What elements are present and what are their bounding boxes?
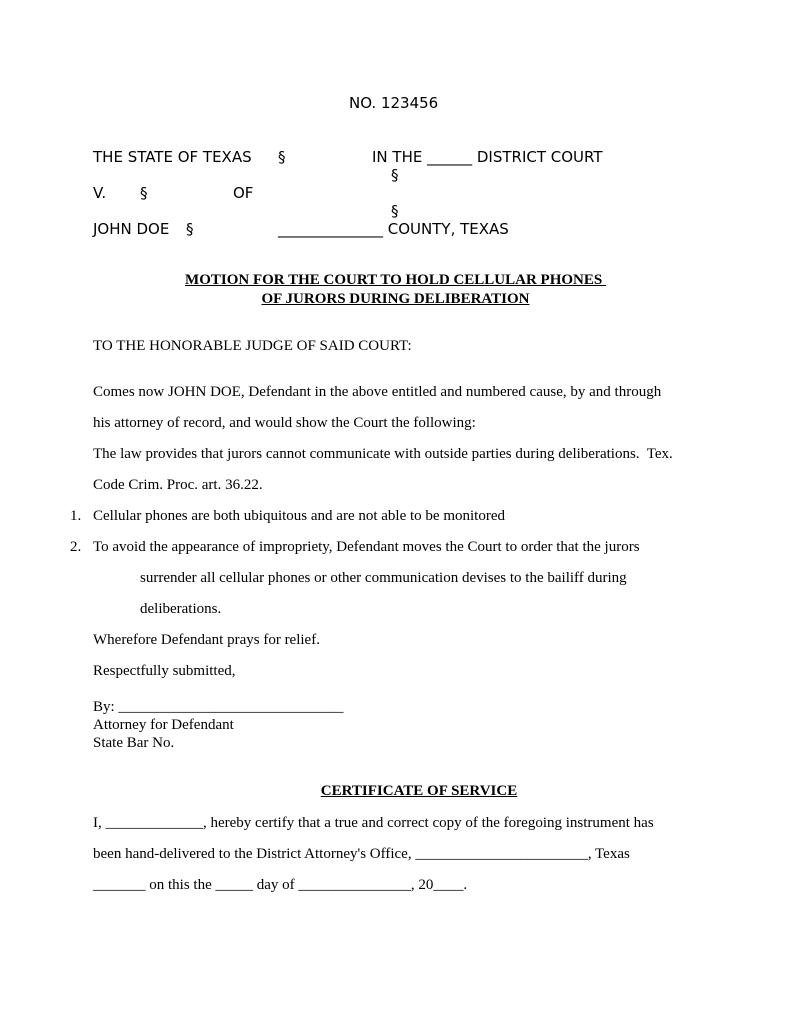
signature-role: Attorney for Defendant [93, 717, 234, 733]
salutation: TO THE HONORABLE JUDGE OF SAID COURT: [93, 338, 412, 354]
motion-title: OF JURORS DURING DELIBERATION [261, 291, 530, 307]
list-item: deliberations. [140, 601, 222, 617]
certificate-title: CERTIFICATE OF SERVICE [320, 783, 518, 799]
list-item-number: 2. [70, 539, 82, 555]
law-paragraph: The law provides that jurors cannot communicate with outside parties during deliberations. Tex. [93, 446, 673, 462]
caption-section-mark: § [278, 148, 286, 166]
certificate-text: _______ on this the _____ day of _______________, 20____. [93, 877, 468, 893]
closing: Respectfully submitted, [93, 663, 236, 679]
intro-paragraph: his attorney of record, and would show the Court the following: [93, 415, 476, 431]
intro-paragraph: Comes now JOHN DOE, Defendant in the above entitled and numbered cause, by and through [93, 384, 662, 400]
caption-section-mark: § [186, 220, 194, 238]
caption-party-state: THE STATE OF TEXAS [93, 148, 252, 166]
case-number: NO. 123456 [349, 94, 439, 112]
caption-section-mark: § [391, 166, 399, 184]
list-item-number: 1. [70, 508, 82, 524]
motion-title: MOTION FOR THE COURT TO HOLD CELLULAR PHONES [185, 272, 606, 288]
caption-section-mark: § [391, 202, 399, 220]
signature-line: By: ______________________________ [93, 699, 344, 715]
caption-party-defendant: JOHN DOE [93, 220, 170, 238]
list-item: surrender all cellular phones or other communication devises to the bailiff during [140, 570, 627, 586]
list-item: Cellular phones are both ubiquitous and are not able to be monitored [93, 508, 505, 524]
list-item: To avoid the appearance of impropriety, Defendant moves the Court to order that the jurors [93, 539, 640, 555]
prayer: Wherefore Defendant prays for relief. [93, 632, 320, 648]
signature-bar-number: State Bar No. [93, 735, 175, 751]
certificate-text: been hand-delivered to the District Attorney's Office, _______________________, Texas [93, 846, 630, 862]
caption-county: ______________ COUNTY, TEXAS [278, 220, 509, 238]
caption-versus: V. [93, 184, 107, 202]
caption-of: OF [233, 184, 254, 202]
law-paragraph: Code Crim. Proc. art. 36.22. [93, 477, 263, 493]
caption-court: IN THE ______ DISTRICT COURT [372, 148, 603, 166]
certificate-text: I, _____________, hereby certify that a true and correct copy of the foregoing instrument has [93, 815, 654, 831]
caption-section-mark: § [140, 184, 148, 202]
